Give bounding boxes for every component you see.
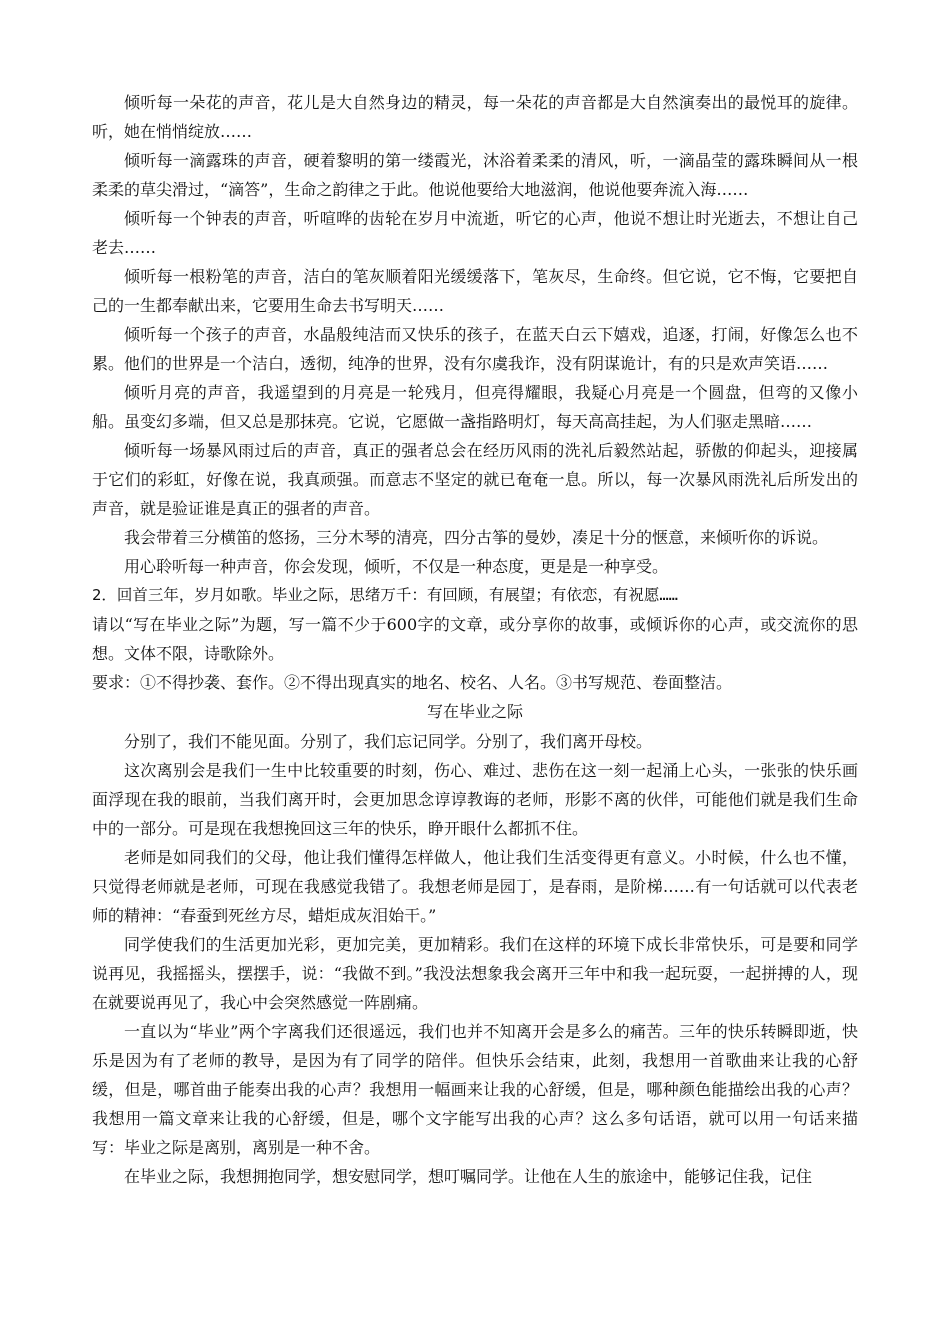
essay-paragraph: 同学使我们的生活更加光彩，更加完美，更加精彩。我们在这样的环境下成长非常快乐，可是要和同学说再见，我摇摇头，摆摆手，说：“我做不到。”我没法想象我会离开三年中和我一起玩耍，一起拼搏的人，现在就要说再见了，我心中会突然感觉一阵剧痛。: [92, 935, 858, 1012]
sample-essay: [92, 697, 858, 1191]
essay-paragraph: 这次离别会是我们一生中比较重要的时刻，伤心、难过、悲伤在这一刻一起涌上心头，一张张的快乐画面浮现在我的眼前，当我们离开时，会更加思念谆谆教诲的老师，形影不离的伙伴，可能他们就是我们生命中的一部分。可是现在我想挽回这三年的快乐，睁开眼什么都抓不住。: [92, 761, 858, 838]
paragraph-child: 倾听每一个孩子的声音，水晶般纯洁而又快乐的孩子，在蓝天白云下嬉戏，追逐，打闹，好像怎么也不累。他们的世界是一个洁白，透彻，纯净的世界，没有尔虞我诈，没有阴谋诡计，有的只是欢声笑语……: [92, 325, 858, 373]
task-instruction: 请以“写在毕业之际”为题，写一篇不少于600字的文章，或分享你的故事，或倾诉你的心声，或交流你的思想。文体不限，诗歌除外。: [92, 615, 858, 663]
essay-paragraph: 在毕业之际，我想拥抱同学，想安慰同学，想叮嘱同学。让他在人生的旅途中，能够记住我，记住: [124, 1167, 813, 1186]
paragraph-storm: 倾听每一场暴风雨过后的声音，真正的强者总会在经历风雨的洗礼后毅然站起，骄傲的仰起头，迎接属于它们的彩虹，好像在说，我真顽强。而意志不坚定的就已奄奄一息。所以，每一次暴风雨洗礼后所发出的声音，就是验证谁是真正的强者的声音。: [92, 441, 858, 518]
essay-paragraph: 一直以为“毕业”两个字离我们还很遥远，我们也并不知离开会是多么的痛苦。三年的快乐转瞬即逝，快乐是因为有了老师的教导，是因为有了同学的陪伴。但快乐会结束，此刻，我想用一首歌曲来让我的心舒缓，但是，哪首曲子能奏出我的心声？我想用一幅画来让我的心舒缓，但是，哪种颜色能描绘出我的心声？我想用一篇文章来让我的心舒缓，但是，哪个文字能写出我的心声？这么多句话语，就可以用一句话来描写：毕业之际是离别，离别是一种不舍。: [92, 1022, 858, 1157]
document-page: [92, 88, 858, 1191]
paragraph-dewdrop: 倾听每一滴露珠的声音，硬着黎明的第一缕霞光，沐浴着柔柔的清风，听，一滴晶莹的露珠瞬间从一根柔柔的草尖滑过，“滴答”，生命之韵律之于此。他说他要给大地滋润，他说他要奔流入海……: [92, 151, 858, 199]
task-prompt: 2．回首三年，岁月如歌。毕业之际，思绪万千：有回顾，有展望；有依恋，有祝愿……: [92, 586, 678, 604]
paragraph-moon: 倾听月亮的声音，我遥望到的月亮是一轮残月，但亮得耀眼，我疑心月亮是一个圆盘，但弯的又像小船。虽变幻多端，但又总是那抹亮。它说，它愿做一盏指路明灯，每天高高挂起，为人们驱走黑暗……: [92, 383, 858, 431]
paragraph-clock: 倾听每一个钟表的声音，听喧哗的齿轮在岁月中流逝，听它的心声，他说不想让时光逝去，不想让自己老去……: [92, 209, 858, 257]
paragraph-conclusion: 用心聆听每一种声音，你会发现，倾听，不仅是一种态度，更是是一种享受。: [124, 557, 669, 576]
paragraph-instruments: 我会带着三分横笛的悠扬，三分木琴的清亮，四分古筝的曼妙，凑足十分的惬意，来倾听你的诉说。: [124, 528, 829, 547]
paragraph-chalk: 倾听每一根粉笔的声音，洁白的笔灰顺着阳光缓缓落下，笔灰尽，生命终。但它说，它不悔，它要把自己的一生都奉献出来，它要用生命去书写明天……: [92, 267, 858, 315]
paragraph-flower: 倾听每一朵花的声音，花儿是大自然身边的精灵，每一朵花的声音都是大自然演奏出的最悦耳的旋律。听，她在悄悄绽放……: [92, 93, 858, 141]
writing-task: [92, 581, 858, 697]
essay-paragraph: 分别了，我们不能见面。分别了，我们忘记同学。分别了，我们离开母校。: [124, 732, 653, 751]
task-requirements: 要求：①不得抄袭、套作。②不得出现真实的地名、校名、人名。③书写规范、卷面整洁。: [92, 673, 733, 692]
essay-paragraph: 老师是如同我们的父母，他让我们懂得怎样做人，他让我们生活变得更有意义。小时候，什么也不懂，只觉得老师就是老师，可现在我感觉我错了。我想老师是园丁，是春雨，是阶梯……有一句话就可以代表老师的精神：“春蚕到死丝方尽，蜡炬成灰泪始干。”: [92, 848, 858, 925]
intro-section: [92, 88, 858, 581]
essay-title: 写在毕业之际: [426, 702, 523, 721]
